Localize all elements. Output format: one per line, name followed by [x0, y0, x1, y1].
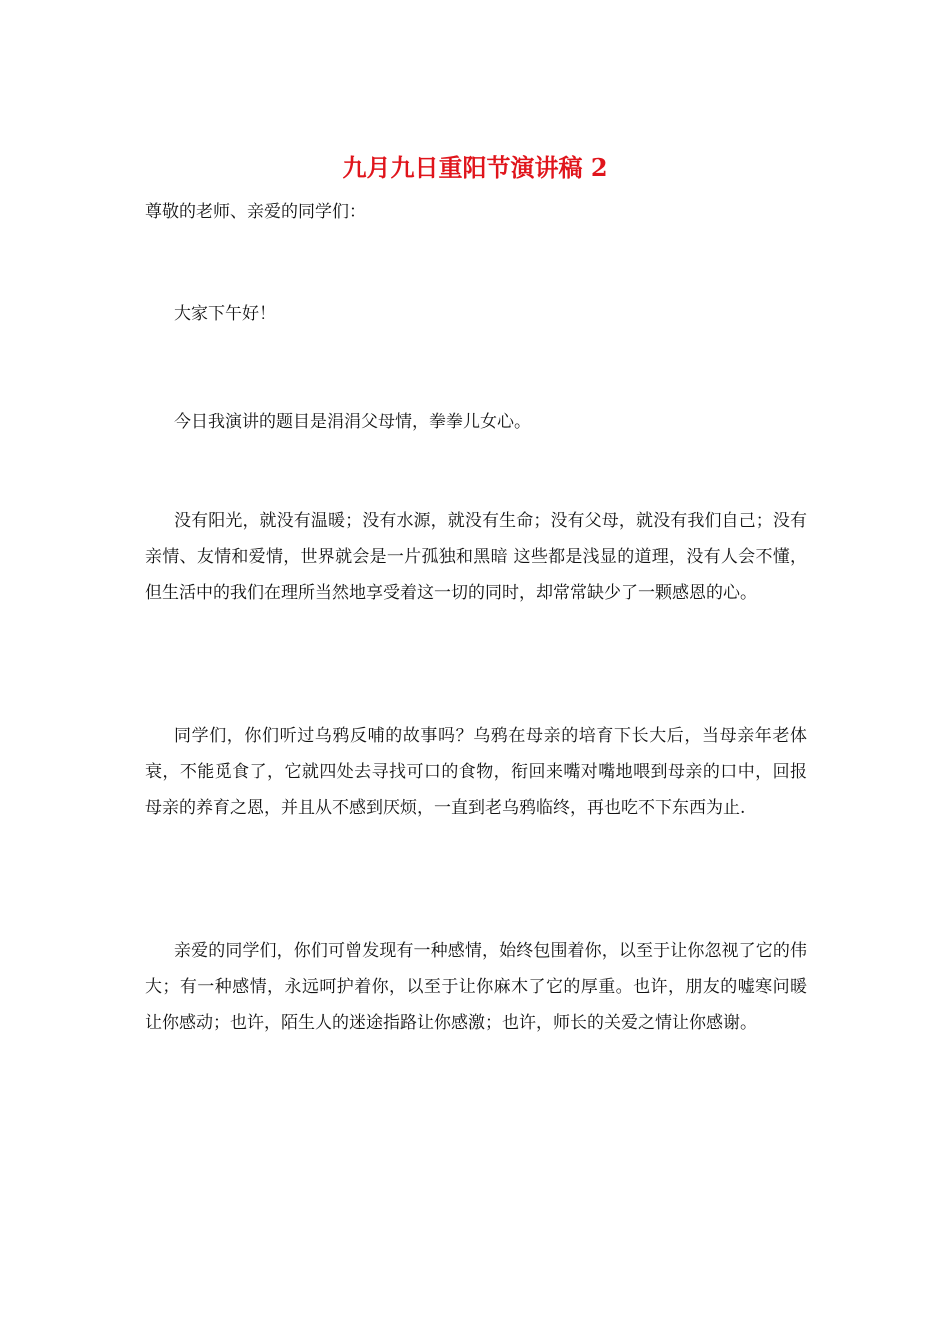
page-title: 九月九日重阳节演讲稿 2 [342, 153, 608, 182]
paragraph-gratitude: 没有阳光，就没有温暖；没有水源，就没有生命；没有父母，就没有我们自己；没有亲情、友情和爱情，世界就会是一片孤独和黑暗 这些都是浅显的道理，没有人会不懂，但生活中的我们在理所当然地享受着这一切的同时，却常常缺少了一颗感恩的心。 [145, 511, 807, 603]
paragraph-crow-story: 同学们，你们听过乌鸦反哺的故事吗？乌鸦在母亲的培育下长大后，当母亲年老体衰，不能觅食了，它就四处去寻找可口的食物，衔回来嘴对嘴地喂到母亲的口中，回报母亲的养育之恩，并且从不感到厌烦，一直到老乌鸦临终，再也吃不下东西为止. [145, 726, 807, 818]
paragraph-feelings: 亲爱的同学们，你们可曾发现有一种感情，始终包围着你，以至于让你忽视了它的伟大；有一种感情，永远呵护着你，以至于让你麻木了它的厚重。也许，朋友的嘘寒问暖让你感动；也许，陌生人的迷途指路让你感激；也许，师长的关爱之情让你感谢。 [145, 941, 807, 1033]
paragraph-greeting: 大家下午好！ [174, 304, 276, 324]
paragraph-topic: 今日我演讲的题目是涓涓父母情，拳拳儿女心。 [174, 412, 531, 432]
salutation: 尊敬的老师、亲爱的同学们： [145, 202, 366, 222]
